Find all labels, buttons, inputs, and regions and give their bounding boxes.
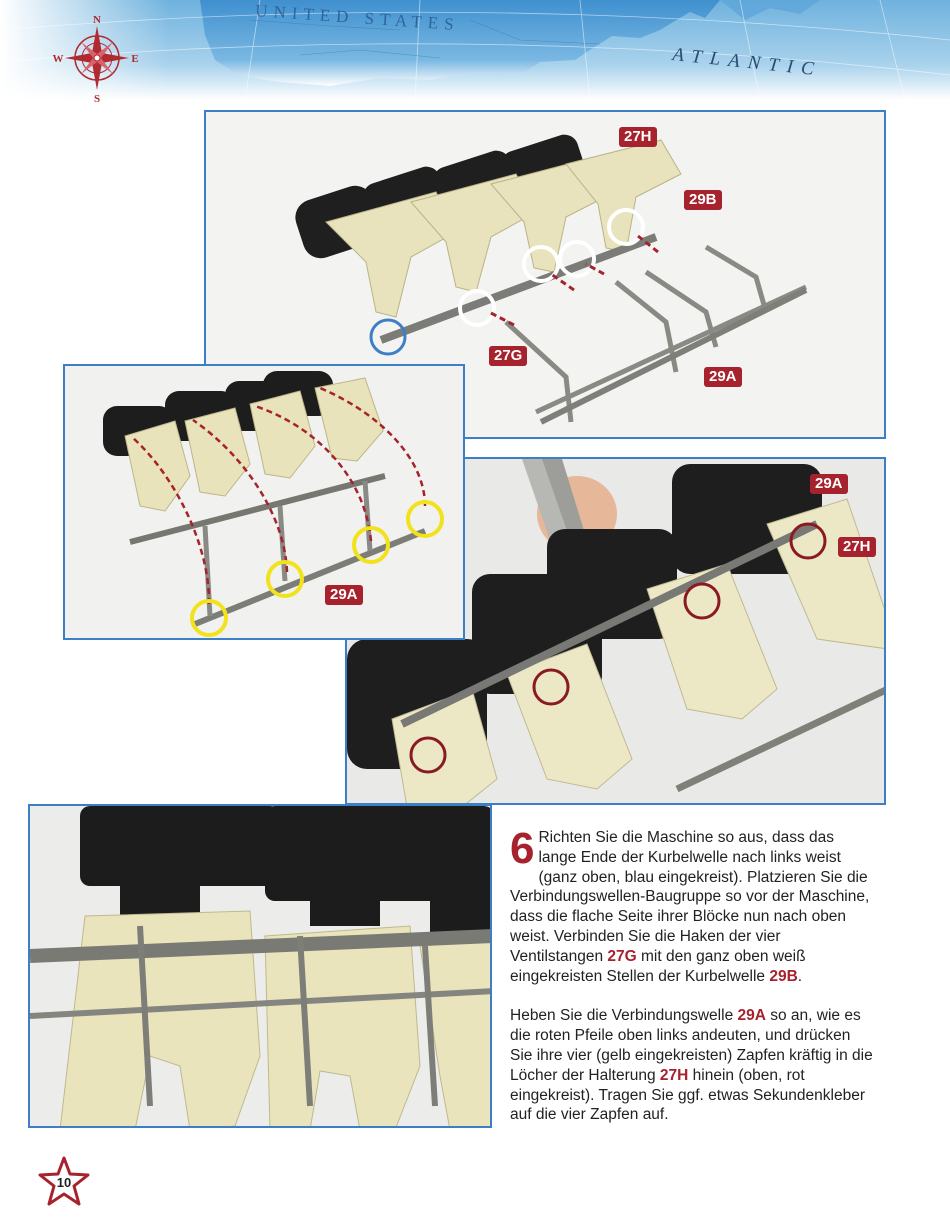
part-label-29b: 29B: [684, 190, 722, 210]
part-ref-27h: 27H: [659, 1066, 689, 1084]
instruction-paragraph-2: Heben Sie die Verbindungswelle 29A so an, wie es die roten Pfeile oben links andeuten, und drücken Sie ihre vier (gelb eingekreisten) Zapfen kräftig in die Löcher der Halterung 27H hinein (oben, rot eingekreist). Tragen Sie ggf. etwas Sekundenkleber auf die vier Zapfen auf.: [510, 1007, 873, 1124]
part-ref-29b: 29B: [769, 967, 798, 985]
part-label-29a: 29A: [325, 585, 363, 605]
part-ref-29a: 29A: [737, 1007, 766, 1025]
compass-east: E: [131, 53, 139, 65]
part-label-27h: 27H: [838, 537, 876, 557]
compass-west: W: [52, 53, 64, 65]
part-label-27h: 27H: [619, 127, 657, 147]
photo-step-closeup: [28, 804, 492, 1128]
map-label-ocean: ATLANTIC: [671, 44, 823, 81]
instruction-text: [510, 824, 875, 1145]
page-number: 10: [56, 1175, 72, 1190]
instruction-paragraph-1: 6 Richten Sie die Maschine so aus, dass das lange Ende der Kurbelwelle nach links weist (ganz oben, blau eingekreist). Platzieren Sie die Verbindungswellen-Baugruppe so vor der Maschine, dass die flache Seite ihrer Blöcke nun nach oben weist. Verbinden Sie die Haken der vier Ventilstangen 27G mit den ganz oben weiß eingekreisten Stellen der Kurbelwelle 29B.: [510, 824, 870, 985]
part-label-29a: 29A: [704, 367, 742, 387]
part-label-29a: 29A: [810, 474, 848, 494]
compass-south: S: [93, 93, 101, 104]
compass-rose-icon: [48, 12, 146, 104]
part-ref-27g: 27G: [607, 947, 637, 965]
page-number-badge: [38, 1156, 90, 1208]
compass-north: N: [93, 14, 101, 26]
photo-step-connecting-shaft: [63, 364, 465, 640]
step-number: 6: [510, 824, 535, 873]
map-label-us: UNITED STATES: [254, 1, 461, 35]
part-label-27g: 27G: [489, 346, 527, 366]
